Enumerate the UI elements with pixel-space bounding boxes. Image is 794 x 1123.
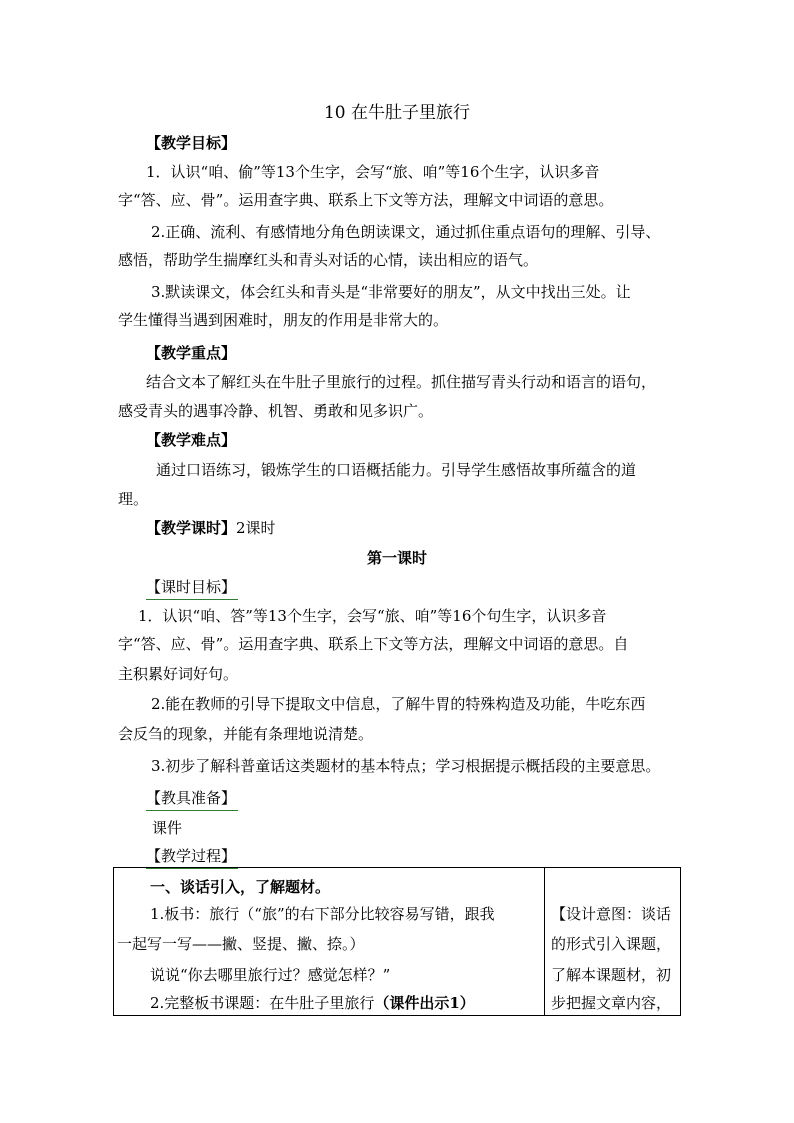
goal-1-line-1: 1．认识“咱、偷”等13个生字，会写“旅、咱”等16个生字，认识多音 bbox=[146, 163, 600, 181]
teaching-hours-heading: 【教学课时】 bbox=[146, 519, 237, 537]
lesson-goal-3: 3.初步了解科普童话这类题材的基本特点；学习根据提示概括段的主要意思。 bbox=[151, 757, 661, 775]
design-intent-line-1: 【设计意图：谈话 bbox=[551, 905, 672, 923]
key-points-line-2: 感受青头的遇事冷静、机智、勇敢和见多识广。 bbox=[118, 402, 434, 420]
teaching-process-heading-text: 【教学过程】 bbox=[146, 847, 237, 865]
slide-reference: （课件出示1） bbox=[374, 994, 475, 1012]
green-underline bbox=[146, 599, 238, 601]
lesson-goals-heading-text: 【课时目标】 bbox=[146, 578, 237, 596]
key-points-heading: 【教学重点】 bbox=[146, 344, 237, 362]
lesson-goal-1-line-1: 1．认识“咱、答”等13个生字，会写“旅、咱”等16个句生字，认识多音 bbox=[138, 607, 607, 625]
step-1-prompt: 说说“你去哪里旅行过？感觉怎样？” bbox=[150, 966, 391, 984]
step-1-line-2: 一起写一写——撇、竖提、撇、捺。） bbox=[117, 935, 365, 953]
teaching-goals-heading: 【教学目标】 bbox=[146, 134, 237, 152]
step-2-line bbox=[150, 993, 475, 1013]
teaching-tools-heading-text: 【教具准备】 bbox=[146, 789, 237, 807]
teaching-process-heading bbox=[146, 846, 236, 866]
design-intent-line-3: 了解本课题材，初 bbox=[551, 966, 672, 984]
design-intent-line-4: 步把握文章内容， bbox=[551, 994, 672, 1012]
teaching-tools-heading bbox=[146, 788, 236, 808]
green-underline bbox=[146, 810, 238, 812]
key-points-line-1: 结合文本了解红头在牛肚子里旅行的过程。抓住描写青头行动和语言的语句， bbox=[146, 373, 657, 391]
step-2-text: 2.完整板书课题：在牛肚子里旅行 bbox=[150, 994, 375, 1012]
table-column-divider bbox=[544, 868, 545, 1015]
goal-2-line-1: 2.正确、流利、有感情地分角色朗读课文，通过抓住重点语句的理解、引导、 bbox=[151, 223, 661, 241]
teaching-process-table bbox=[113, 867, 681, 1016]
teaching-hours-value: 2课时 bbox=[236, 519, 276, 537]
lesson-goal-2-line-1: 2.能在教师的引导下提取文中信息，了解牛胃的特殊构造及功能，牛吃东西 bbox=[151, 695, 646, 713]
page-title: 10 在牛肚子里旅行 bbox=[323, 103, 471, 123]
difficulties-line-2: 理。 bbox=[118, 490, 149, 508]
design-intent-line-2: 的形式引入课题， bbox=[551, 935, 672, 953]
lesson-goal-1-line-2: 字“答、应、骨”。运用查字典、联系上下文等方法，理解文中词语的意思。自 bbox=[118, 635, 629, 653]
difficulties-heading: 【教学难点】 bbox=[146, 431, 237, 449]
teaching-tools-value: 课件 bbox=[152, 819, 183, 837]
goal-3-line-2: 学生懂得当遇到困难时，朋友的作用是非常大的。 bbox=[118, 311, 449, 329]
goal-2-line-2: 感悟，帮助学生揣摩红头和青头对话的心情，读出相应的语气。 bbox=[118, 251, 539, 269]
lesson-goal-2-line-2: 会反刍的现象，并能有条理地说清楚。 bbox=[118, 725, 374, 743]
lesson-1-heading: 第一课时 bbox=[366, 549, 427, 567]
goal-1-line-2: 字“答、应、骨”。运用查字典、联系上下文等方法，理解文中词语的意思。 bbox=[118, 191, 614, 209]
teaching-hours bbox=[146, 518, 276, 538]
section-1-heading: 一、谈话引入，了解题材。 bbox=[150, 878, 331, 896]
difficulties-line-1: 通过口语练习，锻炼学生的口语概括能力。引导学生感悟故事所蕴含的道 bbox=[156, 461, 637, 479]
lesson-goal-1-line-3: 主积累好词好句。 bbox=[118, 665, 239, 683]
goal-3-line-1: 3.默读课文，体会红头和青头是“非常要好的朋友”，从文中找出三处。让 bbox=[151, 283, 631, 301]
step-1-line-1: 1.板书：旅行（“旅”的右下部分比较容易写错，跟我 bbox=[150, 905, 495, 923]
lesson-goals-heading bbox=[146, 577, 236, 597]
